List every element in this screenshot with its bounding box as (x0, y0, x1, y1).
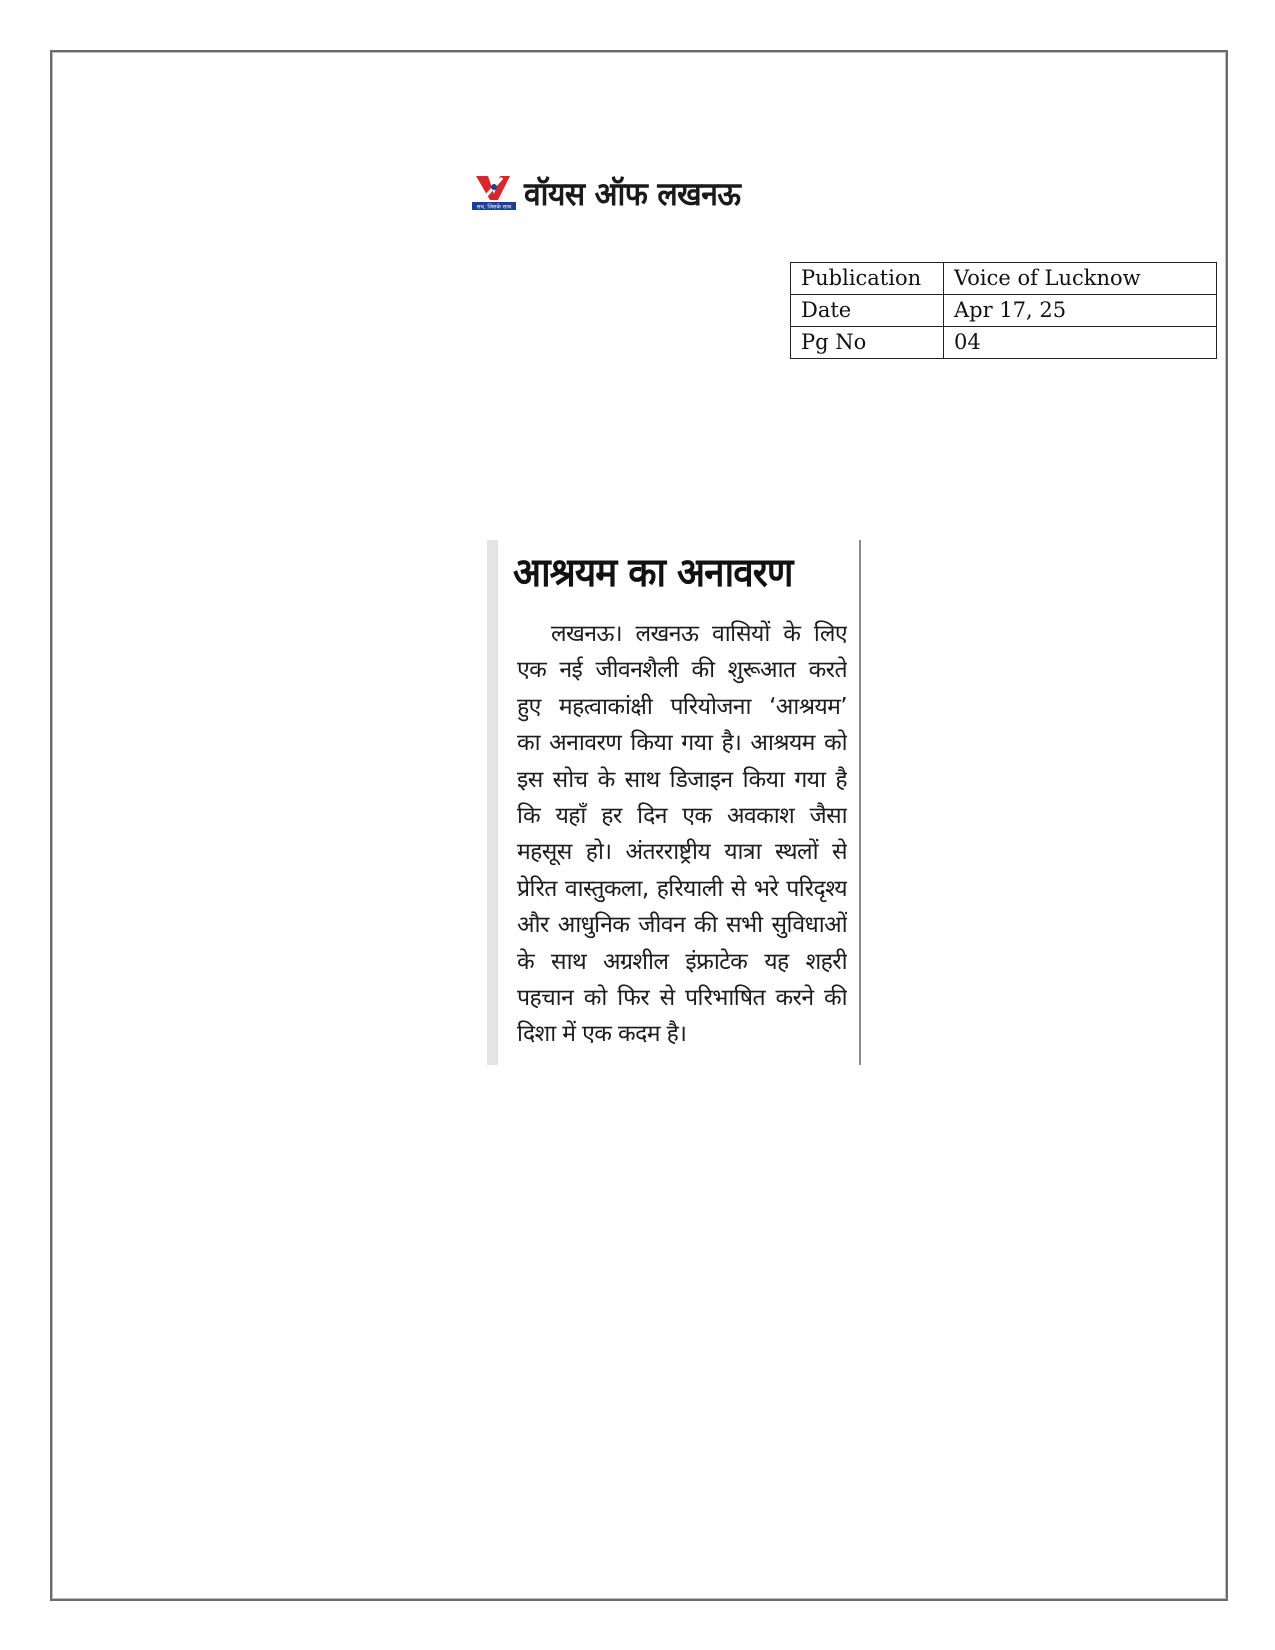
article-line: लखनऊ। लखनऊ वासियों के लिए (551, 621, 847, 647)
date-value: Apr 17, 25 (944, 295, 1217, 327)
article-line: का अनावरण किया गया है। आश्रयम को (517, 730, 847, 757)
article-line: कि यहाँ हर दिन एक अवकाश जैसा (517, 802, 847, 829)
publication-info-table (790, 262, 1217, 359)
column-rule (859, 540, 861, 1065)
masthead (472, 170, 740, 214)
article-line: महसूस हो। अंतरराष्ट्रीय यात्रा स्थलों से (517, 839, 847, 866)
table-row (791, 327, 1217, 359)
article-headline: आश्रयम का अनावरण (513, 550, 793, 596)
page-number-value: 04 (944, 327, 1217, 359)
date-label: Date (791, 295, 944, 327)
publication-label: Publication (791, 263, 944, 295)
article-line: प्रेरित वास्तुकला, हरियाली से भरे परिदृश्य (517, 875, 847, 902)
page-number-label: Pg No (791, 327, 944, 359)
article-line: पहचान को फिर से परिभाषित करने की (517, 984, 847, 1011)
newspaper-clipping (487, 540, 861, 1065)
publication-value: Voice of Lucknow (944, 263, 1217, 295)
article-line: हुए महत्वाकांक्षी परियोजना ‘आश्रयम’ (517, 693, 847, 720)
masthead-title: वॉयस ऑफ लखनऊ (524, 175, 741, 214)
table-row (791, 295, 1217, 327)
article-line: और आधुनिक जीवन की सभी सुविधाओं (517, 912, 847, 939)
article-line: इस सोच के साथ डिजाइन किया गया है (517, 766, 847, 793)
article-line: दिशा में एक कदम है। (517, 1021, 687, 1048)
table-row (791, 263, 1217, 295)
voice-of-lucknow-logo-icon (472, 172, 518, 212)
logo-tagline: सच, जिसके साथ (476, 204, 512, 211)
article-line: के साथ अग्रशील इंफ्राटेक यह शहरी (517, 948, 847, 975)
article-line: एक नई जीवनशैली की शुरूआत करते (517, 657, 847, 684)
clipping-edge (487, 540, 498, 1065)
article-body (517, 616, 847, 1053)
